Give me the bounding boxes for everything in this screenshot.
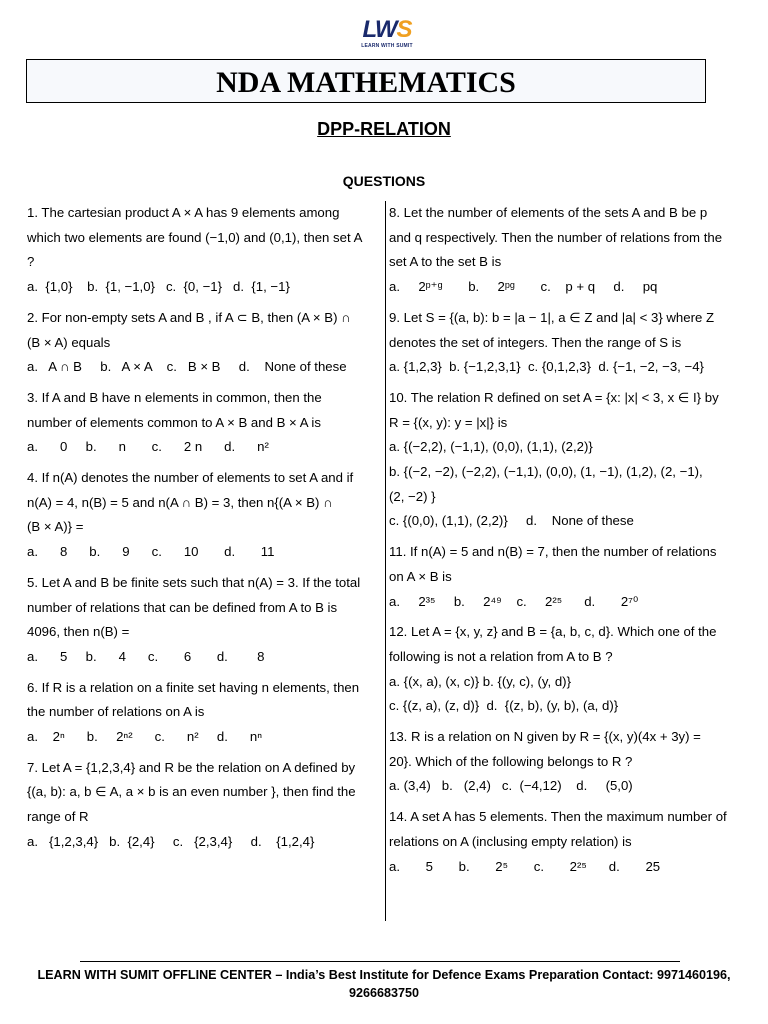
- page-title: NDA MATHEMATICS: [216, 66, 516, 99]
- question-text-line: 4096, then n(B) =: [27, 624, 130, 640]
- question-options: a. 2³⁵ b. 2⁴⁹ c. 2²⁵ d. 2⁷⁰: [389, 593, 639, 609]
- question-item: [389, 725, 749, 799]
- question-text-line: 2. For non-empty sets A and B , if A ⊂ B, then (A × B) ∩: [27, 309, 351, 325]
- question-item: [27, 306, 384, 380]
- question-text-line: 6. If R is a relation on a finite set having n elements, then: [27, 679, 360, 695]
- question-text-line: which two elements are found (−1,0) and (0,1), then set A: [27, 229, 363, 245]
- question-text-line: the number of relations on A is: [27, 704, 205, 720]
- question-text-line: and q respectively. Then the number of relations from the: [389, 229, 723, 245]
- question-item: [27, 201, 384, 300]
- logo-tagline: LEARN WITH SUMIT: [361, 43, 413, 49]
- question-text-line: 7. Let A = {1,2,3,4} and R be the relation on A defined by: [27, 759, 356, 775]
- question-options: a. 8 b. 9 c. 10 d. 11: [27, 544, 275, 560]
- question-text-line: b. {(−2, −2), (−2,2), (−1,1), (0,0), (1, −1), (1,2), (2, −1),: [389, 464, 703, 480]
- question-text-line: following is not a relation from A to B ?: [389, 648, 613, 664]
- question-item: [389, 386, 749, 534]
- question-text-line: set A to the set B is: [389, 254, 502, 270]
- question-text-line: 1. The cartesian product A × A has 9 elements among: [27, 205, 340, 220]
- question-text-line: ?: [27, 254, 35, 270]
- question-item: [389, 620, 749, 719]
- question-text-line: 14. A set A has 5 elements. Then the maximum number of: [389, 809, 727, 825]
- question-options: a. {1,0} b. {1, −1,0} c. {0, −1} d. {1, −1}: [27, 279, 290, 295]
- left-question-column: [27, 201, 384, 861]
- question-text-line: a. {(x, a), (x, c)} b. {(y, c), (y, d)}: [389, 673, 571, 689]
- question-item: [389, 540, 749, 614]
- question-options: a. 0 b. n c. 2 n d. n²: [27, 439, 269, 455]
- logo-mark-accent: S: [396, 16, 412, 43]
- footer-line-2: 9266683750: [348, 986, 420, 1000]
- question-text-line: 12. Let A = {x, y, z} and B = {a, b, c, d}. Which one of the: [389, 624, 717, 640]
- question-text-line: 4. If n(A) denotes the number of elements to set A and if: [27, 470, 354, 486]
- footer: [30, 966, 738, 1002]
- question-text-line: on A × B is: [389, 568, 452, 584]
- question-text-line: {(a, b): a, b ∈ A, a × b is an even number }, then find the: [27, 784, 356, 800]
- right-question-column: [389, 201, 749, 885]
- question-item: [27, 466, 384, 565]
- section-heading: QUESTIONS: [342, 173, 426, 189]
- question-options: a. 2ᵖ⁺ᵍ b. 2ᵖᵍ c. p + q d. pq: [389, 279, 658, 295]
- question-item: [389, 201, 749, 300]
- question-item: [27, 756, 384, 855]
- question-options: c. {(z, a), (z, d)} d. {(z, b), (y, b), (a, d)}: [389, 698, 619, 714]
- question-text-line: n(A) = 4, n(B) = 5 and n(A ∩ B) = 3, then n{(A × B) ∩: [27, 494, 333, 510]
- question-text-line: 10. The relation R defined on set A = {x: |x| < 3, x ∈ I} by: [389, 389, 719, 405]
- question-item: [389, 306, 749, 380]
- logo-mark: [355, 18, 419, 42]
- question-text-line: (2, −2) }: [389, 488, 436, 504]
- question-text-line: (B × A) equals: [27, 334, 111, 350]
- question-text-line: number of elements common to A × B and B × A is: [27, 414, 321, 430]
- question-text-line: 9. Let S = {(a, b): b = |a − 1|, a ∈ Z and |a| < 3} where Z: [389, 309, 715, 325]
- question-text-line: denotes the set of integers. Then the range of S is: [389, 334, 682, 350]
- question-text-line: 11. If n(A) = 5 and n(B) = 7, then the number of relations: [389, 544, 717, 560]
- question-options: a. 5 b. 4 c. 6 d. 8: [27, 648, 265, 664]
- question-options: a. {1,2,3,4} b. {2,4} c. {2,3,4} d. {1,2,4}: [27, 833, 315, 849]
- question-item: [389, 805, 749, 879]
- question-text-line: 5. Let A and B be finite sets such that n(A) = 3. If the total: [27, 574, 361, 590]
- question-options: a. {1,2,3} b. {−1,2,3,1} c. {0,1,2,3} d. {−1, −2, −3, −4}: [389, 359, 704, 375]
- question-text-line: range of R: [27, 809, 89, 825]
- title-box: [26, 59, 706, 103]
- question-text-line: 20}. Which of the following belongs to R ?: [389, 753, 633, 769]
- question-text-line: number of relations that can be defined from A to B is: [27, 599, 338, 615]
- question-options: a. (3,4) b. (2,4) c. (−4,12) d. (5,0): [389, 778, 633, 794]
- footer-rule: [80, 961, 680, 962]
- page-subtitle: DPP-RELATION: [317, 119, 451, 139]
- question-options: a. 2ⁿ b. 2ⁿ² c. n² d. nⁿ: [27, 729, 263, 745]
- question-options: c. {(0,0), (1,1), (2,2)} d. None of these: [389, 513, 634, 529]
- question-options: a. 5 b. 2⁵ c. 2²⁵ d. 25: [389, 858, 661, 874]
- question-text-line: R = {(x, y): y = |x|} is: [389, 414, 508, 430]
- column-divider: [385, 201, 386, 921]
- question-item: [27, 386, 384, 460]
- question-options: a. A ∩ B b. A × A c. B × B d. None of these: [27, 359, 347, 375]
- question-text-line: a. {(−2,2), (−1,1), (0,0), (1,1), (2,2)}: [389, 439, 593, 455]
- footer-line-1: LEARN WITH SUMIT OFFLINE CENTER – India’s Best Institute for Defence Exams Preparation Contact: 9971460196,: [37, 968, 731, 982]
- question-item: [27, 676, 384, 750]
- question-text-line: (B × A)} =: [27, 519, 84, 535]
- question-text-line: 13. R is a relation on N given by R = {(x, y)(4x + 3y) =: [389, 729, 701, 745]
- question-text-line: 8. Let the number of elements of the sets A and B be p: [389, 205, 708, 220]
- question-text-line: 3. If A and B have n elements in common, then the: [27, 389, 322, 405]
- question-item: [27, 571, 384, 670]
- question-text-line: relations on A (inclusing empty relation) is: [389, 833, 632, 849]
- brand-logo: [355, 18, 419, 54]
- logo-mark-main: LW: [362, 16, 397, 43]
